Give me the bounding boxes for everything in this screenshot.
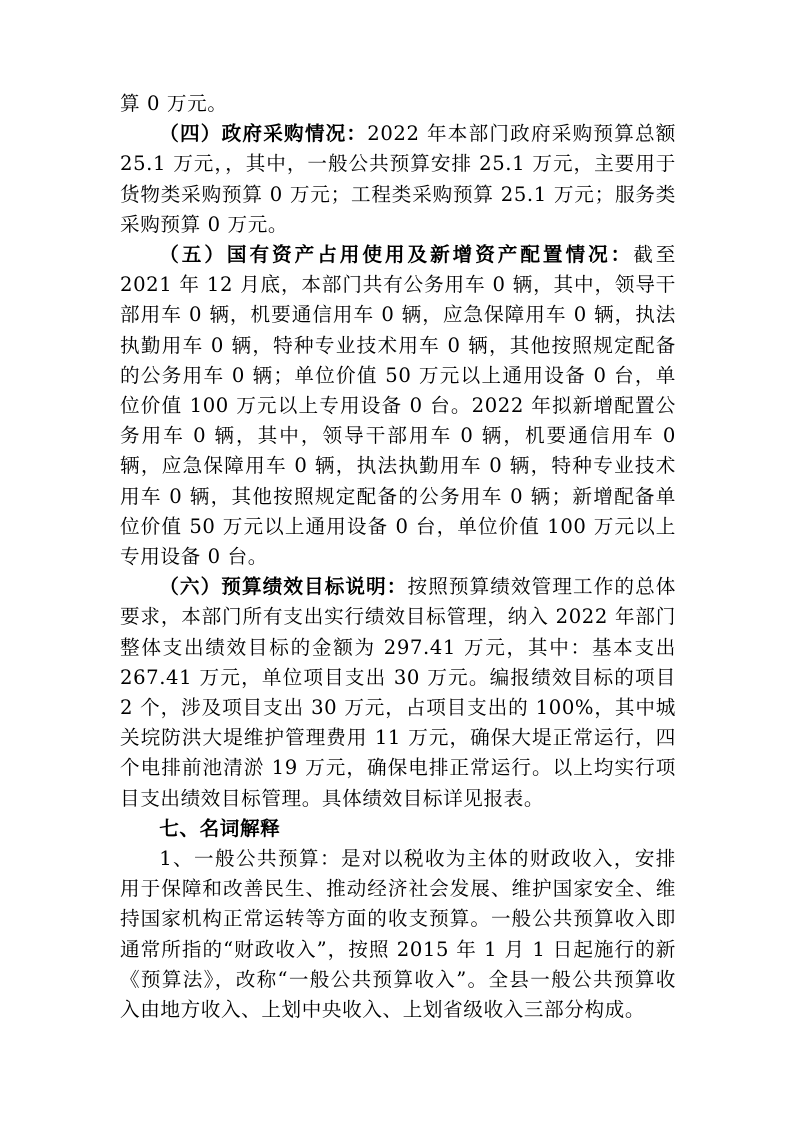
paragraph-government-procurement [120,119,676,240]
paragraph-text: 1、一般公共预算：是对以税收为主体的财政收入，安排用于保障和改善民生、推动经济社会发展、维护国家安全、维持国家机构正常运转等方面的收支预算。一般公共预算收入即通常所指的“财政收入”，按照 2015 年 1 月 1 日起施行的新《预算法》，改称“一般公共预算收入”。全县一般公共预算收入由地方收入、上划中央收入、上划省级收入三部分构成。 [120,847,676,1022]
paragraph-label: （六）预算绩效目标说明： [159,575,408,599]
paragraph-general-public-budget [120,844,676,1025]
paragraph-text: 按照预算绩效管理工作的总体要求，本部门所有支出实行绩效目标管理，纳入 2022 年部门整体支出绩效目标的金额为 297.41 万元，其中：基本支出 267.41 万元，单位项目支出 30 万元。编报绩效目标的项目 2 个，涉及项目支出 30 万元，占项目支出的 100%，其中城关垸防洪大堤维护管理费用 11 万元，确保大堤正常运行，四个电排前池清淤 19 万元，确保电排正常运行。以上均实行项目支出绩效目标管理。具体绩效目标详见报表。 [120,575,676,810]
paragraph-label: （五）国有资产占用使用及新增资产配置情况： [159,243,634,267]
paragraph-text: 2022 年本部门政府采购预算总额 25.1 万元，，其中，一般公共预算安排 25.1 万元，主要用于货物类采购预算 0 万元；工程类采购预算 25.1 万元；服务类采购预算 0 万元。 [120,122,677,236]
paragraph-text: 算 0 万元。 [120,92,228,115]
section-heading-glossary: 七、名词解释 [159,816,281,840]
paragraph-state-assets [120,240,676,572]
paragraph-label: （四）政府采购情况： [159,122,368,146]
paragraph-continuation [120,89,676,119]
paragraph-text: 截至 2021 年 12 月底，本部门共有公务用车 0 辆，其中，领导干部用车 0 辆，机要通信用车 0 辆，应急保障用车 0 辆，执法执勤用车 0 辆，特种专业技术用车 0 辆，其他按照规定配备的公务用车 0 辆；单位价值 50 万元以上通用设备 0 台，单位价值 100 万元以上专用设备 0 台。2022 年拟新增配置公务用车 0 辆，其中，领导干部用车 0 辆，机要通信用车 0 辆，应急保障用车 0 辆，执法执勤用车 0 辆，特种专业技术用车 0 辆，其他按照规定配备的公务用车 0 辆；新增配备单位价值 50 万元以上通用设备 0 台，单位价值 100 万元以上专用设备 0 台。 [120,243,677,569]
paragraph-performance-goals [120,572,676,814]
document-page [120,89,676,1025]
